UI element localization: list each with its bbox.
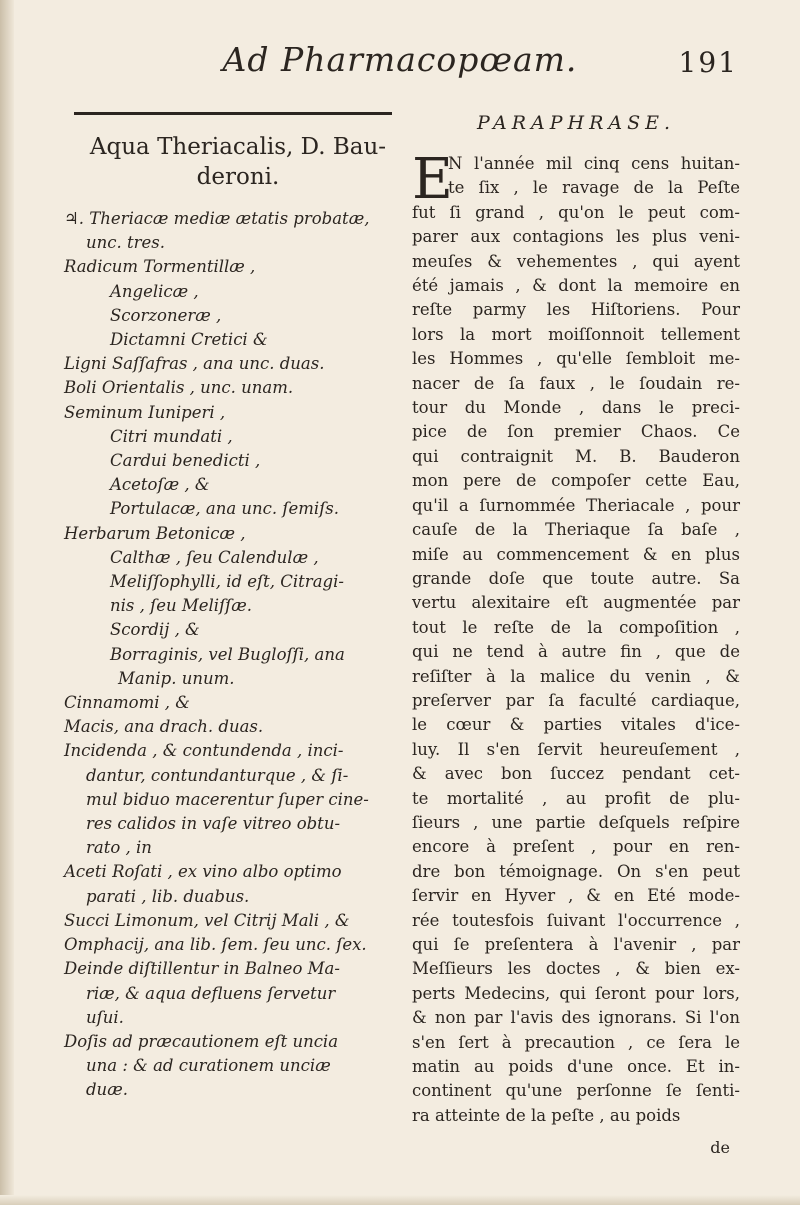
recipe-line: Aceti Roſati , ex vino albo optimo [64, 862, 342, 882]
paraphrase-line: grande doſe que toute autre. Sa [412, 568, 740, 588]
paraphrase-line: fut ſi grand , qu'on le peut com- [412, 202, 740, 222]
recipe-title-line: deroni. [196, 164, 280, 190]
page-number: 191 [678, 46, 738, 79]
recipe-line: riæ, & aqua defluens ſervetur [86, 983, 336, 1003]
paraphrase-line: reſiſter à la malice du venin , & [412, 666, 740, 686]
recipe-line: rato , in [86, 838, 152, 858]
paraphrase-line: qu'il a ſurnommée Theriacale , pour [412, 495, 740, 515]
recipe-title-line: Aqua Theriacalis, D. Bau- [89, 134, 387, 160]
paraphrase-line: les Hommes , qu'elle ſembloit me- [412, 349, 740, 369]
page-bottom-edge [0, 1195, 800, 1205]
recipe-line: mul biduo macerentur ſuper cine- [86, 789, 369, 809]
paraphrase-line: parer aux contagions les plus veni- [412, 227, 740, 247]
recipe-line: Acetoſæ , & [110, 475, 210, 495]
paraphrase-line: perts Medecins, qui ſeront pour lors, [412, 983, 740, 1003]
paraphrase-line: reſte parmy les Hiſtoriens. Pour [412, 300, 740, 320]
paraphrase-column [412, 112, 740, 1128]
recipe-line: Portulacæ, ana unc. ſemiſs. [110, 499, 340, 519]
paraphrase-line: te ſix , le ravage de la Peſte [448, 178, 740, 198]
recipe-line: Citri mundati , [110, 426, 233, 446]
recipe-line: Manip. unum. [118, 668, 235, 688]
recipe-line: unc. tres. [86, 233, 165, 253]
paraphrase-line: s'en ſert à precaution , ce ſera le [412, 1032, 740, 1052]
paraphrase-text [412, 147, 740, 1128]
recipe-line: Borraginis, vel Bugloſſi, ana [110, 644, 345, 664]
recipe-line: Macis, ana drach. duas. [64, 717, 264, 737]
recipe-column [64, 112, 394, 1103]
paraphrase-line: qui ſe preſentera à l'avenir , par [412, 935, 740, 954]
recipe-line: uſui. [86, 1007, 124, 1027]
running-title: Ad Pharmacopœam. [222, 40, 578, 79]
paraphrase-line: meuſes & vehementes , qui ayent [412, 251, 740, 271]
paraphrase-line: pice de ſon premier Chaos. Ce [412, 422, 740, 442]
paraphrase-line: & avec bon ſuccez pendant cet- [412, 764, 740, 784]
paraphrase-line: mon pere de compoſer cette Eau, [412, 471, 740, 491]
recipe-line: dantur, contundanturque , & ſi- [86, 765, 349, 785]
paraphrase-line: N l'année mil cinq cens huitan- [448, 154, 740, 173]
paraphrase-line: continent qu'une perſonne ſe ſenti- [412, 1081, 740, 1101]
paraphrase-line: te mortalité , au profit de plu- [412, 788, 740, 808]
recipe-line: Deinde diſtillentur in Balneo Ma- [64, 959, 340, 979]
paraphrase-line: dre bon témoignage. On s'en peut [412, 861, 740, 881]
paraphrase-line: été jamais , & dont la memoire en [412, 276, 740, 296]
recipe-line: Cinnamomi , & [64, 693, 190, 713]
paraphrase-line: rée toutesfois ſuivant l'occurrence , [412, 910, 740, 930]
recipe-line: Incidenda , & contundenda , inci- [64, 741, 344, 761]
paraphrase-line: vertu alexitaire eſt augmentée par [412, 593, 740, 613]
recipe-line: Dictamni Cretici & [110, 330, 268, 350]
recipe-line: Cardui benedicti , [110, 451, 261, 471]
paraphrase-line: lors la mort moiſſonnoit tellement [412, 324, 740, 344]
recipe-line: Boli Orientalis , unc. unam. [64, 378, 294, 398]
recipe-line: Calthæ , ſeu Calendulæ , [110, 547, 319, 567]
recipe-line: Meliſſophylli, id eſt, Citragi- [110, 572, 344, 592]
recipe-line: Omphacij, ana lib. ſem. ſeu unc. ſex. [64, 935, 367, 955]
recipe-line: Scorzoneræ , [110, 305, 222, 325]
recipe-line: parati , lib. duabus. [86, 886, 250, 906]
recipe-line: nis , ſeu Meliſſæ. [110, 596, 253, 616]
recipe-line: una : & ad curationem unciæ [86, 1056, 331, 1076]
paraphrase-line: qui contraignit M. B. Bauderon [412, 446, 740, 466]
paraphrase-line: preſerver par ſa faculté cardiaque, [412, 690, 740, 710]
paraphrase-line: tout le reſte de la compoſition , [412, 617, 740, 637]
paraphrase-line: Meſſieurs les doctes , & bien ex- [412, 959, 740, 979]
paraphrase-line: luy. Il s'en ſervit heureuſement , [412, 739, 740, 759]
paraphrase-line: matin au poids d'une once. Et in- [412, 1057, 740, 1077]
paraphrase-line: & non par l'avis des ignorans. Si l'on [412, 1008, 740, 1028]
catchword: de [710, 1138, 730, 1157]
paraphrase-line: tour du Monde , dans le preci- [412, 398, 740, 418]
paraphrase-heading: PARAPHRASE. [476, 112, 676, 134]
recipe-ingredients [64, 207, 394, 1103]
recipe-line: Succi Limonum, vel Citrij Mali , & [64, 910, 350, 930]
paraphrase-line: le cœur & parties vitales d'ice- [412, 715, 740, 735]
recipe-line: Scordij , & [110, 620, 200, 640]
paraphrase-line: ra atteinte de la peſte , au poids [412, 1105, 681, 1125]
recipe-line: Doſis ad præcautionem eſt uncia [64, 1031, 339, 1051]
paraphrase-line: ſervir en Hyver , & en Eté mode- [412, 886, 740, 906]
page-gutter-shadow [0, 0, 14, 1205]
recipe-title [64, 132, 394, 192]
paraphrase-line: miſe au commencement & en plus [412, 544, 740, 564]
paraphrase-line: cauſe de la Theriaque ſa baſe , [412, 520, 740, 540]
recipe-line: ♃. Theriacæ mediæ ætatis probatæ, [64, 209, 370, 228]
recipe-line: Seminum Iuniperi , [64, 402, 226, 422]
paraphrase-line: ſieurs , une partie deſquels reſpire [412, 812, 740, 832]
paraphrase-line: nacer de ſa faux , le ſoudain re- [412, 373, 740, 393]
drop-cap: E [412, 147, 453, 212]
recipe-line: Herbarum Betonicæ , [64, 523, 246, 543]
recipe-line: Angelicæ , [110, 281, 199, 301]
header-rule [74, 112, 392, 115]
recipe-line: Ligni Saſſafras , ana unc. duas. [64, 354, 325, 374]
recipe-line: Radicum Tormentillæ , [64, 257, 256, 277]
recipe-line: res calidos in vaſe vitreo obtu- [86, 814, 341, 834]
recipe-line: duæ. [86, 1080, 128, 1100]
paraphrase-line: encore à preſent , pour en ren- [412, 837, 740, 857]
paraphrase-line: qui ne tend à autre fin , que de [412, 642, 740, 662]
